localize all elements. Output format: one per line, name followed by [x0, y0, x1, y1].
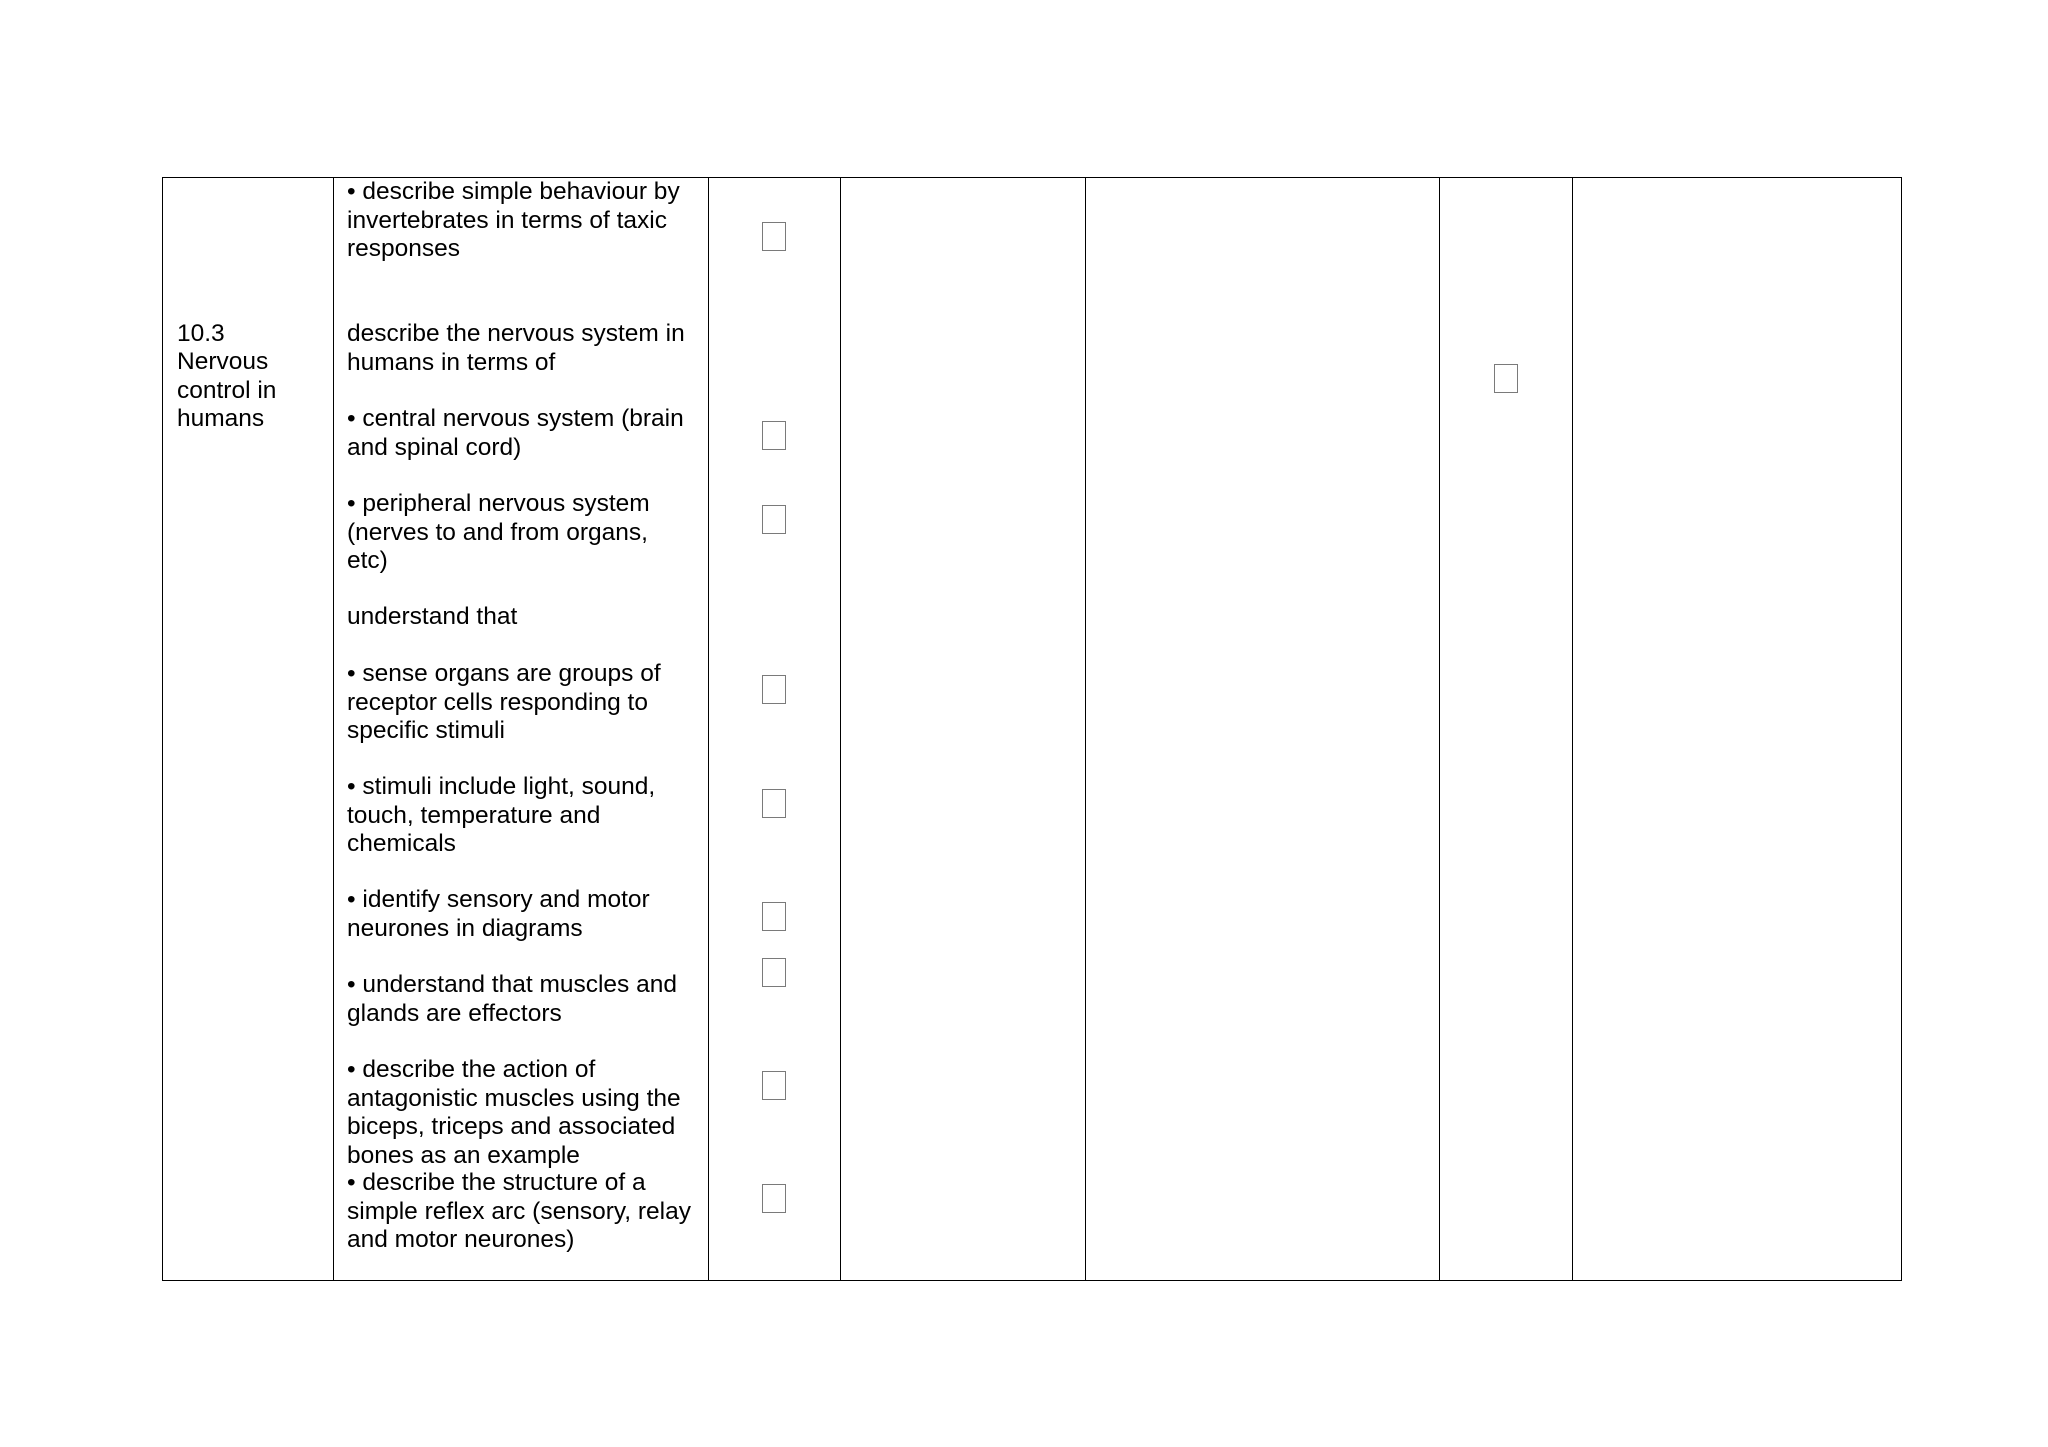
outcome-neurones: • identify sensory and motor neurones in diagrams [347, 886, 650, 942]
column-divider [1085, 177, 1086, 1281]
checkbox-neurones[interactable] [762, 902, 786, 931]
column-divider [708, 177, 709, 1281]
column-divider [333, 177, 334, 1281]
outcome-cns: • central nervous system (brain and spinal cord) [347, 405, 684, 461]
checkbox-taxic[interactable] [762, 222, 786, 251]
outcome-effectors: • understand that muscles and glands are effectors [347, 971, 677, 1027]
column-divider [1439, 177, 1440, 1281]
outcome-describe-nervous-system: describe the nervous system in humans in terms of [347, 320, 685, 376]
checkbox-pns[interactable] [762, 505, 786, 534]
outcome-pns: • peripheral nervous system (nerves to and from organs, etc) [347, 490, 650, 574]
section-number: 10.3 [177, 320, 225, 347]
outcome-taxic: • describe simple behaviour by invertebrates in terms of taxic responses [347, 178, 680, 262]
checkbox-sense-organs[interactable] [762, 675, 786, 704]
outcome-stimuli: • stimuli include light, sound, touch, temperature and chemicals [347, 773, 656, 857]
checkbox-antagonistic-muscles[interactable] [762, 1071, 786, 1100]
checkbox-nervous-system-extension[interactable] [1494, 364, 1518, 393]
outcome-understand-that: understand that [347, 603, 518, 630]
column-divider [840, 177, 841, 1281]
checkbox-stimuli[interactable] [762, 789, 786, 818]
checkbox-reflex-arc[interactable] [762, 1184, 786, 1213]
outcome-sense-organs: • sense organs are groups of receptor cells responding to specific stimuli [347, 660, 661, 744]
checkbox-effectors[interactable] [762, 958, 786, 987]
outcome-antagonistic-muscles: • describe the action of antagonistic muscles using the biceps, triceps and associated bones as an example [347, 1056, 681, 1169]
section-title: Nervous control in humans [177, 348, 277, 432]
outcome-reflex-arc: • describe the structure of a simple reflex arc (sensory, relay and motor neurones) [347, 1169, 692, 1253]
checkbox-cns[interactable] [762, 421, 786, 450]
column-divider [1572, 177, 1573, 1281]
